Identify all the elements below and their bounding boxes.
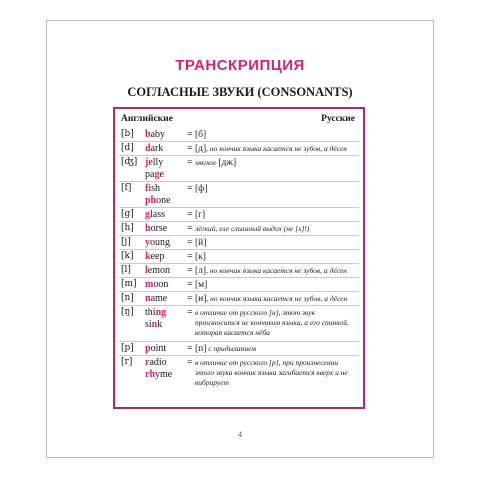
equals-sign: = <box>187 209 193 220</box>
example-word <box>145 195 171 206</box>
russian-equivalent <box>195 210 355 220</box>
example-word <box>145 209 165 220</box>
word-plain-part: oon <box>153 279 169 290</box>
header-russian: Русские <box>321 114 355 124</box>
word-plain-part: adio <box>149 357 167 368</box>
document-page <box>46 20 434 458</box>
description-text: в отличие от русского [р], при произнесении этого звука кончик языка загибается вверх и не вибрирует <box>195 358 348 387</box>
table-row <box>115 356 363 387</box>
equals-sign: = <box>187 157 193 168</box>
russian-equivalent <box>195 252 355 262</box>
example-word <box>145 169 164 180</box>
word-highlight-part: g <box>154 169 160 180</box>
word-highlight-part: p <box>145 343 151 354</box>
table-row <box>115 250 363 264</box>
description-text: лёгкий, еле слышный выдох (не [х]!) <box>195 224 310 233</box>
word-highlight-part: f <box>145 183 149 194</box>
transcription-symbol: [j] <box>121 237 131 247</box>
word-highlight-part: y <box>145 237 150 248</box>
equals-sign: = <box>187 223 193 234</box>
description-text: в отличие от русского [н], этот звук произносится не кончиком языка, а его спинкой, которая касается нёба <box>195 308 349 337</box>
word-highlight-part: r <box>145 357 150 368</box>
transcription-symbol: [ʤ] <box>121 157 138 167</box>
transcription-symbol: [p] <box>121 343 134 353</box>
equals-sign: = <box>187 357 193 368</box>
russian-equivalent <box>195 308 355 338</box>
russian-equivalent <box>195 224 355 234</box>
example-word <box>145 143 163 154</box>
page-subtitle: СОГЛАСНЫЕ ЗВУКИ (CONSONANTS) <box>127 85 353 99</box>
description-text: , но кончик языка касается не зубов, а дёсен <box>206 144 347 153</box>
equals-sign: = <box>187 343 193 354</box>
transcription-symbol: [n] <box>121 293 134 303</box>
russian-sound: [м] <box>195 280 208 290</box>
word-highlight-part: rh <box>145 369 155 380</box>
word-highlight-part: m <box>145 279 154 290</box>
russian-equivalent <box>195 358 355 388</box>
equals-sign: = <box>187 143 193 154</box>
word-plain-part: oint <box>150 343 167 354</box>
page-number: 4 <box>238 430 242 439</box>
word-highlight-part: b <box>145 129 151 140</box>
example-word <box>145 307 166 318</box>
word-plain-part: eep <box>150 251 165 262</box>
transcription-symbol: [d] <box>121 143 134 153</box>
russian-sound: [д] <box>195 144 207 154</box>
russian-sound: [п] <box>195 344 207 354</box>
transcription-symbol: [r] <box>121 357 133 367</box>
word-highlight-part: l <box>145 265 148 276</box>
example-word <box>145 343 166 354</box>
russian-sound: [л] <box>195 266 207 276</box>
transcription-symbol: [g] <box>121 209 134 219</box>
example-word <box>145 129 165 140</box>
word-plain-part: aby <box>150 129 166 140</box>
example-word <box>145 319 162 330</box>
transcription-symbol: [k] <box>121 251 134 261</box>
example-word <box>145 369 172 380</box>
page-title: ТРАНСКРИПЦИЯ <box>175 57 305 74</box>
example-word <box>145 279 168 290</box>
word-highlight-part: g <box>145 209 150 220</box>
word-plain-part: elly <box>148 157 164 168</box>
transcription-symbol: [m] <box>121 279 137 289</box>
equals-sign: = <box>187 251 193 262</box>
equals-sign: = <box>187 183 193 194</box>
russian-equivalent <box>195 158 355 168</box>
word-highlight-part: k <box>145 251 151 262</box>
header-english: Английские <box>121 114 173 124</box>
equals-sign: = <box>187 279 193 290</box>
table-row <box>115 292 363 306</box>
word-plain-part: e <box>159 169 164 180</box>
equals-sign: = <box>187 293 193 304</box>
transcription-symbol: [l] <box>121 265 131 275</box>
word-plain-part: ame <box>150 293 168 304</box>
russian-equivalent <box>195 144 355 154</box>
example-word <box>145 293 167 304</box>
table-row <box>115 128 363 142</box>
example-word <box>145 357 167 368</box>
table-row <box>115 156 363 182</box>
description-text: , но кончик языка касается не зубов, а дёсен <box>206 294 348 303</box>
word-highlight-part: ng <box>155 307 167 318</box>
word-plain-part: k <box>157 319 163 330</box>
description-text: , но кончик языка касается не зубов, а дёсен <box>206 266 347 275</box>
example-word <box>145 223 167 234</box>
word-plain-part: emon <box>147 265 170 276</box>
word-highlight-part: h <box>145 223 151 234</box>
example-word <box>145 251 164 262</box>
equals-sign: = <box>187 237 193 248</box>
russian-equivalent <box>195 238 355 248</box>
word-plain-part: si <box>145 319 152 330</box>
equals-sign: = <box>187 265 193 276</box>
word-highlight-part: ph <box>145 195 157 206</box>
consonants-table <box>113 107 365 409</box>
russian-equivalent <box>195 294 355 304</box>
word-highlight-part: n <box>145 293 151 304</box>
russian-sound: [дж] <box>218 158 237 168</box>
word-plain-part: orse <box>150 223 168 234</box>
russian-sound: [й] <box>195 238 207 248</box>
description-text: мягкое <box>195 158 219 167</box>
word-plain-part: yme <box>155 369 173 380</box>
russian-sound: [г] <box>195 210 206 220</box>
russian-equivalent <box>195 130 355 140</box>
description-text: с придыханием <box>206 344 257 353</box>
example-word <box>145 157 163 168</box>
russian-equivalent <box>195 184 355 194</box>
table-row <box>115 208 363 222</box>
transcription-symbol: [h] <box>121 223 134 233</box>
word-plain-part: ish <box>148 183 161 194</box>
example-word <box>145 237 170 248</box>
word-plain-part: one <box>156 195 171 206</box>
word-plain-part: lass <box>150 209 165 220</box>
russian-sound: [б] <box>195 130 207 140</box>
russian-sound: [н] <box>195 294 207 304</box>
example-word <box>145 265 170 276</box>
word-plain-part: pa <box>145 169 155 180</box>
equals-sign: = <box>187 129 193 140</box>
table-row <box>115 236 363 250</box>
example-word <box>145 183 160 194</box>
russian-equivalent <box>195 266 355 276</box>
transcription-symbol: [f] <box>121 183 132 193</box>
russian-sound: [ф] <box>195 184 208 194</box>
word-highlight-part: d <box>145 143 151 154</box>
table-row <box>115 222 363 236</box>
table-row <box>115 142 363 156</box>
table-row <box>115 264 363 278</box>
russian-equivalent <box>195 280 355 290</box>
table-row <box>115 306 363 342</box>
russian-sound: [к] <box>195 252 206 262</box>
word-highlight-part: n <box>151 319 158 330</box>
word-plain-part: ark <box>150 143 164 154</box>
word-highlight-part: j <box>145 157 149 168</box>
word-plain-part: thi <box>145 307 156 318</box>
equals-sign: = <box>187 307 193 318</box>
table-row <box>115 342 363 356</box>
word-plain-part: oung <box>150 237 170 248</box>
russian-equivalent <box>195 344 355 354</box>
table-row <box>115 182 363 208</box>
table-row <box>115 278 363 292</box>
transcription-symbol: [ŋ] <box>121 307 134 317</box>
transcription-symbol: [b] <box>121 129 134 139</box>
